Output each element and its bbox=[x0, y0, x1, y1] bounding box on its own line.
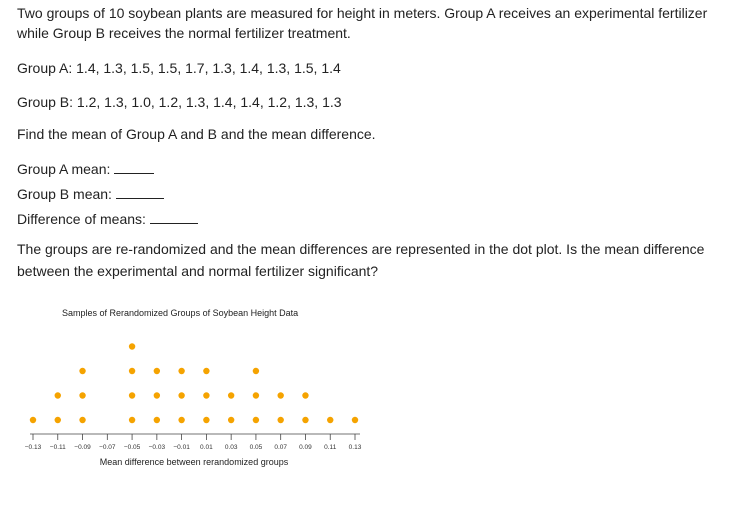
data-dot bbox=[302, 392, 308, 398]
dot-group bbox=[30, 343, 358, 423]
group-b-data: Group B: 1.2, 1.3, 1.0, 1.2, 1.3, 1.4, 1.4, 1.2, 1.3, 1.3 bbox=[17, 94, 342, 110]
x-tick-label: −0.03 bbox=[148, 444, 166, 451]
mean-b-label: Group B mean: bbox=[17, 186, 112, 202]
mean-b-blank[interactable] bbox=[116, 184, 164, 199]
data-dot bbox=[30, 417, 36, 423]
diff-blank[interactable] bbox=[150, 209, 198, 224]
data-dot bbox=[178, 417, 184, 423]
data-dot bbox=[253, 392, 259, 398]
data-dot bbox=[79, 392, 85, 398]
data-dot bbox=[228, 417, 234, 423]
data-dot bbox=[129, 417, 135, 423]
data-dot bbox=[79, 417, 85, 423]
x-tick-label: 0.03 bbox=[224, 444, 238, 451]
mean-b-row bbox=[17, 184, 164, 204]
x-tick-label: 0.05 bbox=[249, 444, 263, 451]
problem-intro: Two groups of 10 soybean plants are measured for height in meters. Group A receives an experimental fertilizer while Group B receives the normal fertilizer treatment. bbox=[17, 5, 708, 41]
data-dot bbox=[277, 392, 283, 398]
data-dot bbox=[327, 417, 333, 423]
find-instruction: Find the mean of Group A and B and the mean difference. bbox=[17, 126, 376, 142]
diff-row bbox=[17, 209, 198, 229]
mean-a-row bbox=[17, 159, 154, 179]
data-dot bbox=[203, 368, 209, 374]
x-tick-label: −0.07 bbox=[99, 444, 116, 451]
data-dot bbox=[154, 368, 160, 374]
x-tick-label: −0.09 bbox=[74, 444, 91, 451]
data-dot bbox=[352, 417, 358, 423]
x-tick-label: −0.01 bbox=[173, 444, 190, 451]
mean-a-blank[interactable] bbox=[114, 159, 154, 174]
data-dot bbox=[129, 343, 135, 349]
x-tick-label: 0.01 bbox=[200, 444, 213, 451]
data-dot bbox=[154, 392, 160, 398]
data-dot bbox=[178, 368, 184, 374]
dot-plot bbox=[0, 300, 400, 480]
x-tick-label: 0.11 bbox=[324, 444, 337, 451]
data-dot bbox=[253, 368, 259, 374]
x-tick-label: −0.11 bbox=[49, 444, 66, 451]
data-dot bbox=[253, 417, 259, 423]
x-axis-ticks bbox=[25, 434, 362, 451]
question-text: The groups are re-randomized and the mean differences are represented in the dot plot. Is the mean difference between the experimental and normal fertilizer significant? bbox=[17, 241, 705, 279]
data-dot bbox=[203, 417, 209, 423]
group-a-data: Group A: 1.4, 1.3, 1.5, 1.5, 1.7, 1.3, 1.4, 1.3, 1.5, 1.4 bbox=[17, 60, 341, 76]
chart-title: Samples of Rerandomized Groups of Soybean Height Data bbox=[62, 308, 299, 318]
diff-label: Difference of means: bbox=[17, 211, 146, 227]
data-dot bbox=[55, 392, 61, 398]
data-dot bbox=[79, 368, 85, 374]
data-dot bbox=[129, 368, 135, 374]
data-dot bbox=[154, 417, 160, 423]
x-tick-label: −0.13 bbox=[24, 444, 42, 451]
x-axis-label: Mean difference between rerandomized groups bbox=[99, 457, 289, 467]
data-dot bbox=[55, 417, 61, 423]
x-tick-label: −0.05 bbox=[123, 444, 141, 451]
data-dot bbox=[228, 392, 234, 398]
data-dot bbox=[203, 392, 209, 398]
x-tick-label: 0.13 bbox=[348, 444, 362, 451]
data-dot bbox=[129, 392, 135, 398]
x-tick-label: 0.09 bbox=[299, 444, 312, 451]
x-tick-label: 0.07 bbox=[274, 444, 288, 451]
data-dot bbox=[178, 392, 184, 398]
data-dot bbox=[302, 417, 308, 423]
data-dot bbox=[277, 417, 283, 423]
mean-a-label: Group A mean: bbox=[17, 161, 111, 177]
